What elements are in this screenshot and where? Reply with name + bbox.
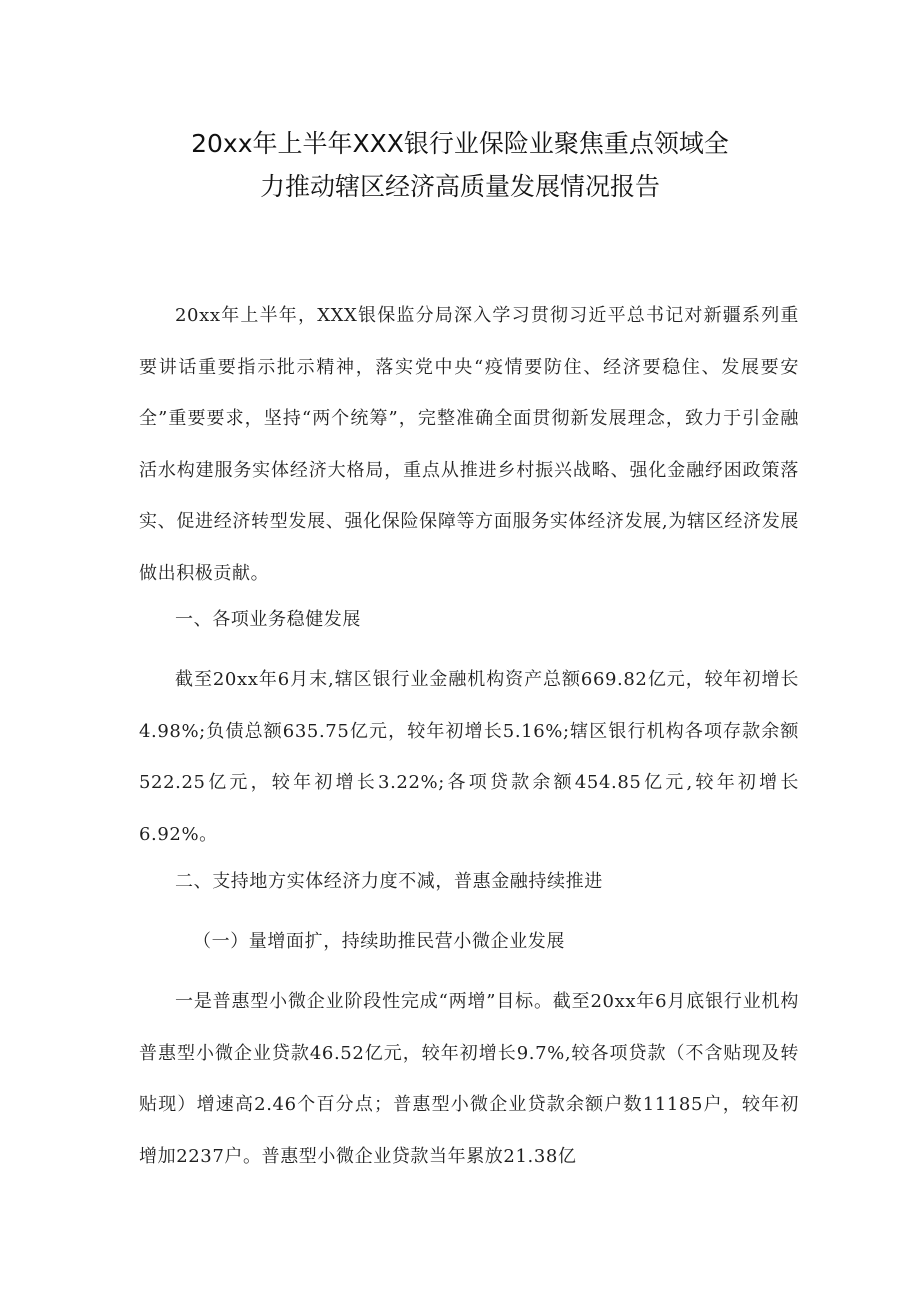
document-title-line1: 20xx年上半年XXX银行业保险业聚焦重点领域全 — [191, 129, 729, 158]
section1-heading: 一、各项业务稳健发展 — [175, 609, 361, 630]
document-title-line2: 力推动辖区经济高质量发展情况报告 — [259, 172, 660, 201]
section1-paragraph: 截至20xx年6月末,辖区银行业金融机构资产总额669.82亿元，较年初增长4.98%;负债总额635.75亿元，较年初增长5.16%;辖区银行机构各项存款余额522.25亿元，较年初增长3.22%;各项贷款余额454.85亿元,较年初增长6.92%。 — [139, 669, 799, 845]
subsection1-paragraph: 一是普惠型小微企业阶段性完成“两增”目标。截至20xx年6月底银行业机构普惠型小微企业贷款46.52亿元，较年初增长9.7%,较各项贷款（不含贴现及转贴现）增速高2.46个百分点；普惠型小微企业贷款余额户数11185户，较年初增加2237户。普惠型小微企业贷款当年累放21.38亿 — [139, 991, 799, 1167]
subsection1-heading: （一）量增面扩，持续助推民营小微企业发展 — [193, 931, 565, 952]
intro-paragraph: 20xx年上半年，XXX银保监分局深入学习贯彻习近平总书记对新疆系列重要讲话重要指示批示精神，落实党中央“疫情要防住、经济要稳住、发展要安全”重要要求，坚持“两个统筹”，完整准确全面贯彻新发展理念，致力于引金融活水构建服务实体经济大格局，重点从推进乡村振兴战略、强化金融纾困政策落实、促进经济转型发展、强化保险保障等方面服务实体经济发展,为辖区经济发展做出积极贡献。 — [139, 305, 799, 584]
section2-heading: 二、支持地方实体经济力度不减，普惠金融持续推进 — [175, 871, 603, 892]
